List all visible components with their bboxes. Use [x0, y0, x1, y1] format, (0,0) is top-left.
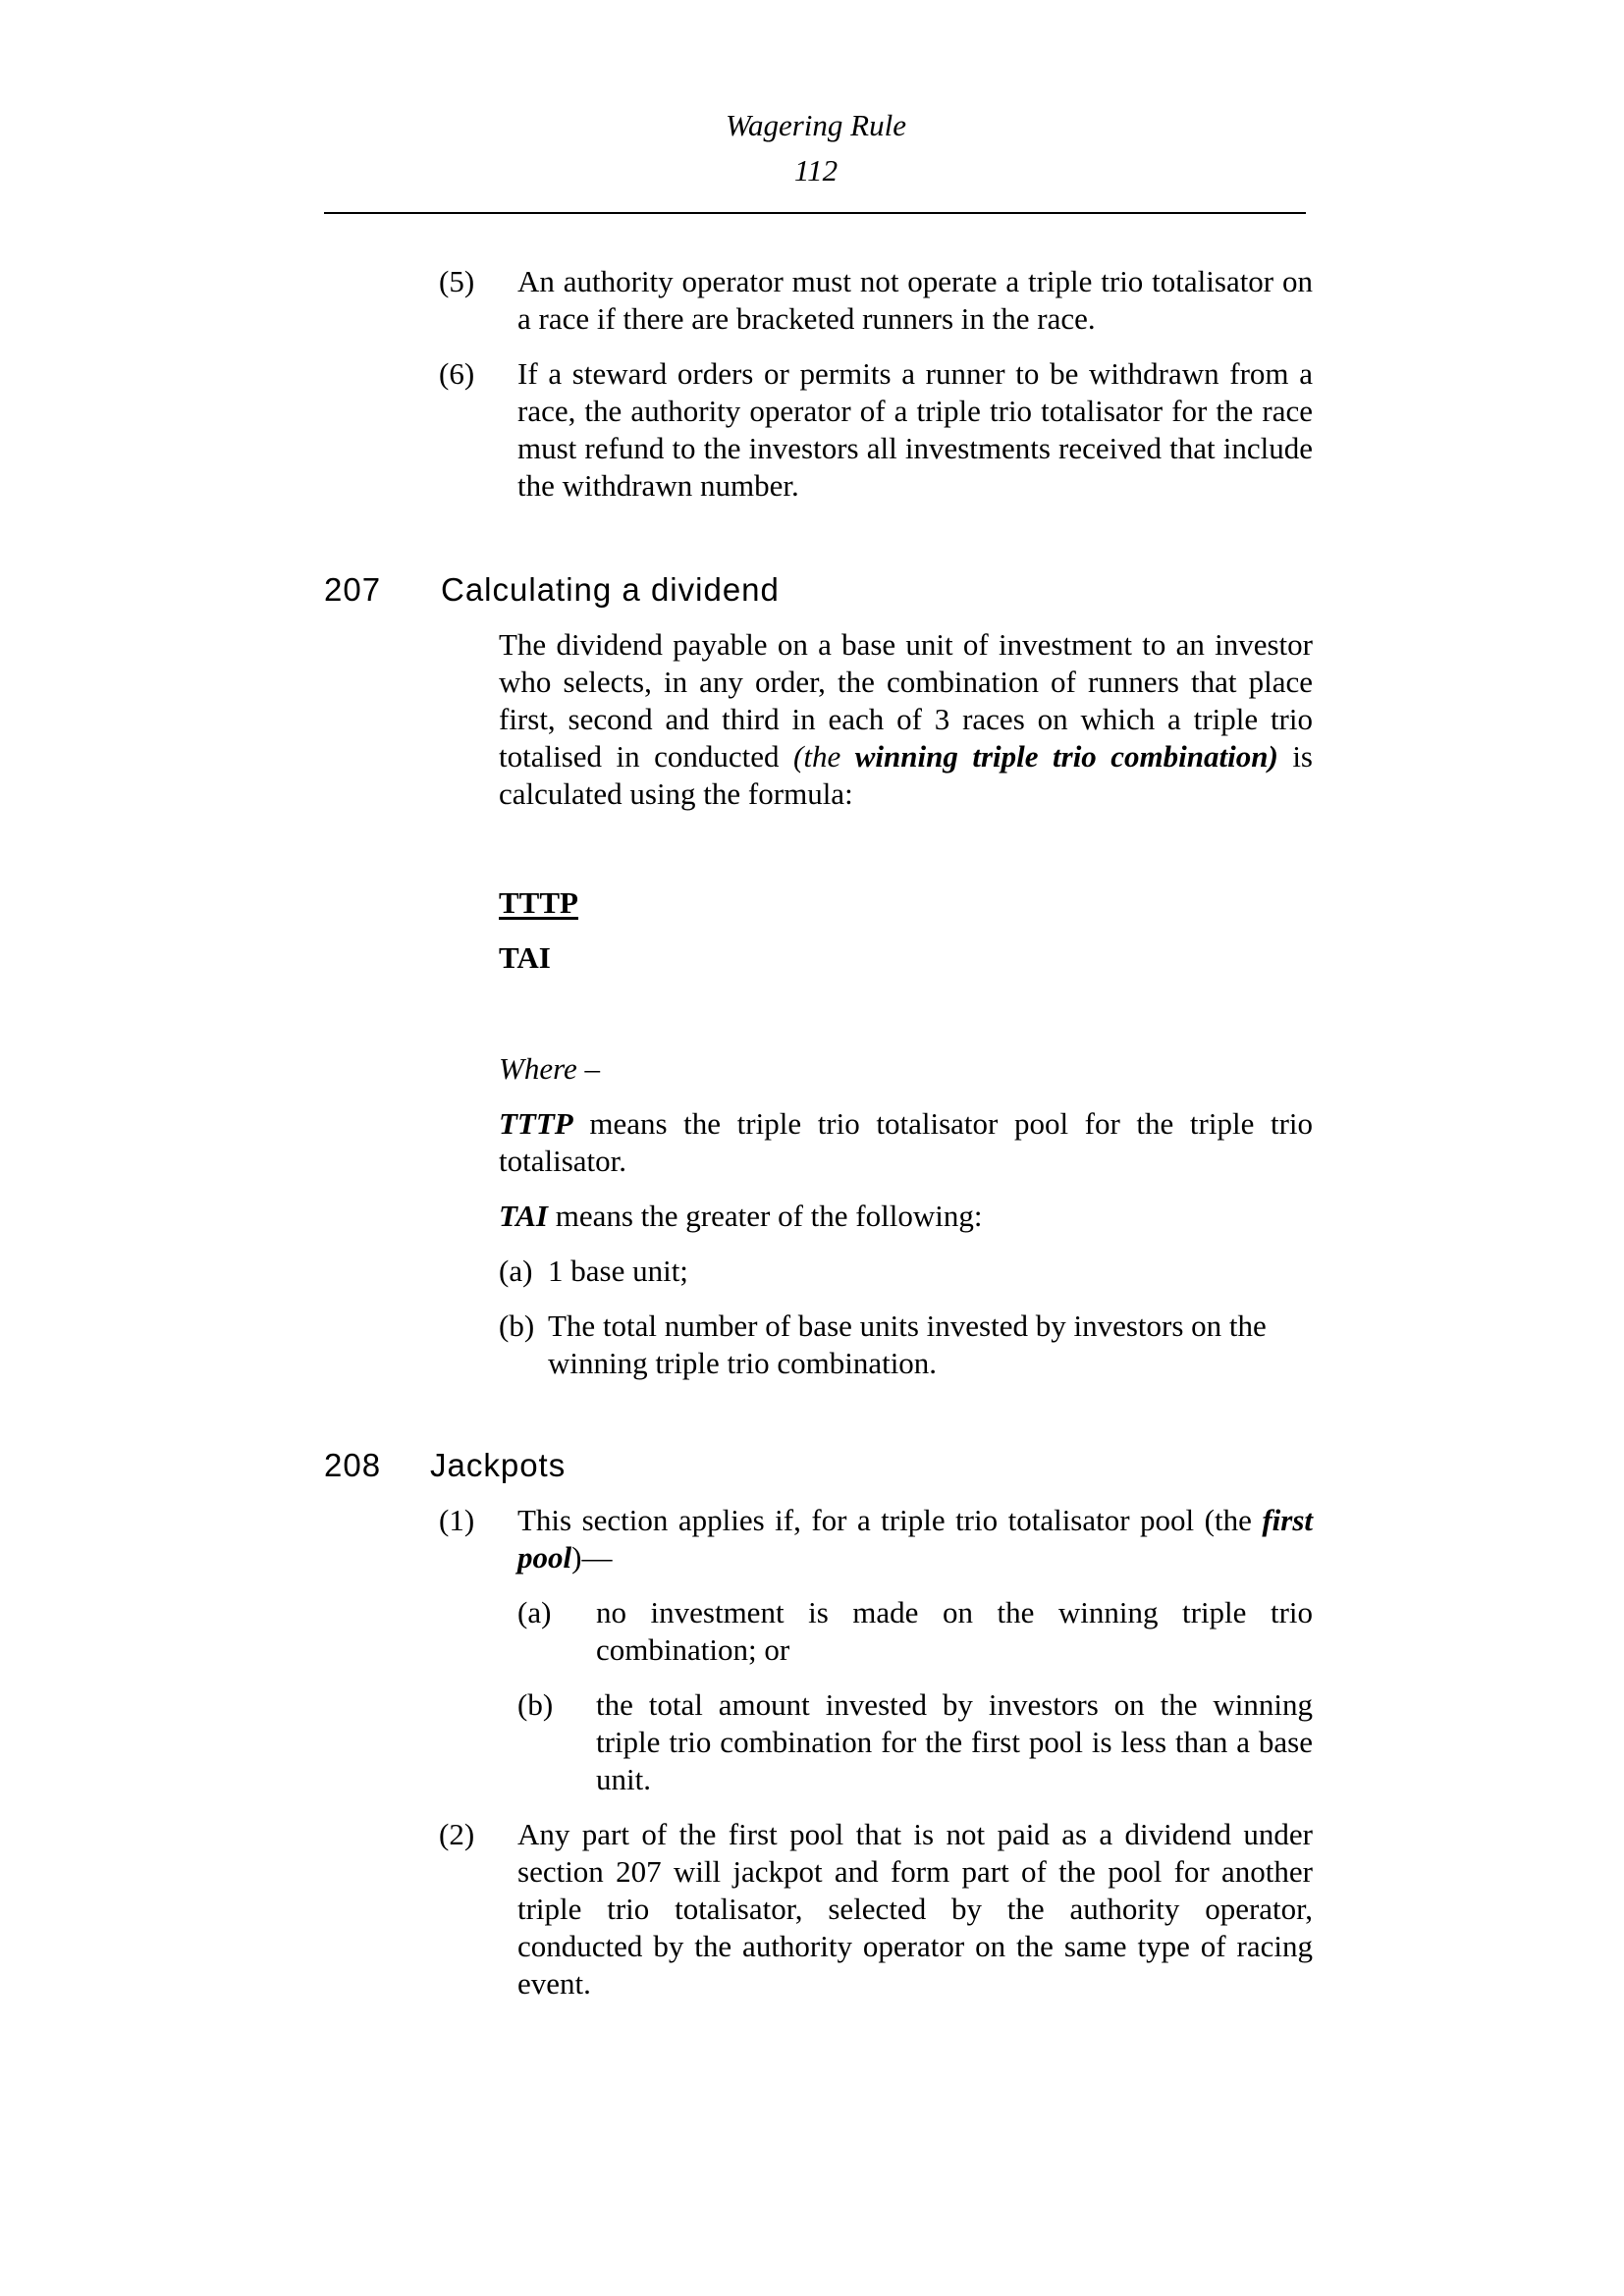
subsection-number: (2) [439, 1817, 475, 1851]
section-title-207: Calculating a dividend [441, 571, 780, 608]
list-item [499, 1308, 1313, 1382]
definition-text: means the triple trio totalisator pool for the triple trio totalisator. [499, 1106, 1313, 1178]
formula-numerator: TTTP [499, 885, 578, 920]
list-item-number: (a) [499, 1254, 533, 1288]
defined-term-winning-combination: winning triple trio combination) [854, 739, 1278, 774]
subsection-2 [439, 1816, 1313, 2002]
subsection-text-start: This section applies if, for a triple trio totalisator pool (the [517, 1503, 1263, 1537]
page-number: 112 [793, 153, 839, 187]
subsection-number: (5) [439, 264, 475, 298]
defined-term-first-pool: first pool [517, 1503, 1313, 1575]
defined-term-tttp: TTTP [499, 1106, 573, 1141]
defined-term-tai: TAI [499, 1199, 548, 1233]
list-item-text: The total number of base units invested by investors on the winning triple trio combination. [548, 1308, 1267, 1380]
formula-denominator: TAI [499, 940, 551, 975]
subsection-number: (1) [439, 1503, 475, 1537]
list-item-text: 1 base unit; [548, 1254, 688, 1288]
subsection-number: (6) [439, 356, 475, 391]
section-number-208: 208 [324, 1447, 382, 1483]
intro-paren: (the [793, 739, 855, 774]
subsection-text: Any part of the first pool that is not paid as a dividend under section 207 will jackpot and form part of the pool for another triple trio totalisator, selected by the authority operator, conducted by the authority operator on the same type of racing event. [517, 1817, 1313, 2001]
list-item [499, 1253, 1313, 1290]
definition-text: means the greater of the following: [547, 1199, 983, 1233]
paragraph-number: (a) [517, 1595, 552, 1629]
subsection-1 [439, 1502, 1313, 1576]
section-207-intro [499, 626, 1313, 813]
paragraph-number: (b) [517, 1687, 554, 1722]
subsection-6 [439, 355, 1313, 505]
running-header-title: Wagering Rule [726, 108, 906, 142]
paragraph-text: no investment is made on the winning triple trio combination; or [596, 1595, 1313, 1667]
list-item-number: (b) [499, 1308, 535, 1343]
subsection-5 [439, 263, 1313, 338]
section-number-207: 207 [324, 571, 382, 608]
section-title-208: Jackpots [430, 1447, 567, 1483]
paragraph-b [517, 1686, 1313, 1798]
intro-text: The dividend payable on a base unit of investment to an investor who selects, in any order, the combination of runners that place first, second and third in each of 3 races on which a triple trio totalised in conducted [499, 627, 1313, 774]
header-rule [324, 212, 1306, 214]
subsection-text: An authority operator must not operate a triple trio totalisator on a race if there are bracketed runners in the race. [517, 264, 1313, 336]
paragraph-a [517, 1594, 1313, 1669]
definition-tai [499, 1198, 1313, 1235]
definition-tttp [499, 1105, 1313, 1180]
subsection-text-end: )— [571, 1540, 613, 1575]
intro-text-end: is calculated using the formula: [499, 739, 1314, 811]
paragraph-text: the total amount invested by investors on the winning triple trio combination for the first pool is less than a base unit. [596, 1687, 1313, 1796]
subsection-text [517, 1502, 1313, 1576]
where-label: Where – [499, 1051, 601, 1086]
subsection-text: If a steward orders or permits a runner to be withdrawn from a race, the authority operator of a triple trio totalisator for the race must refund to the investors all investments received that include the withdrawn number. [517, 356, 1313, 503]
